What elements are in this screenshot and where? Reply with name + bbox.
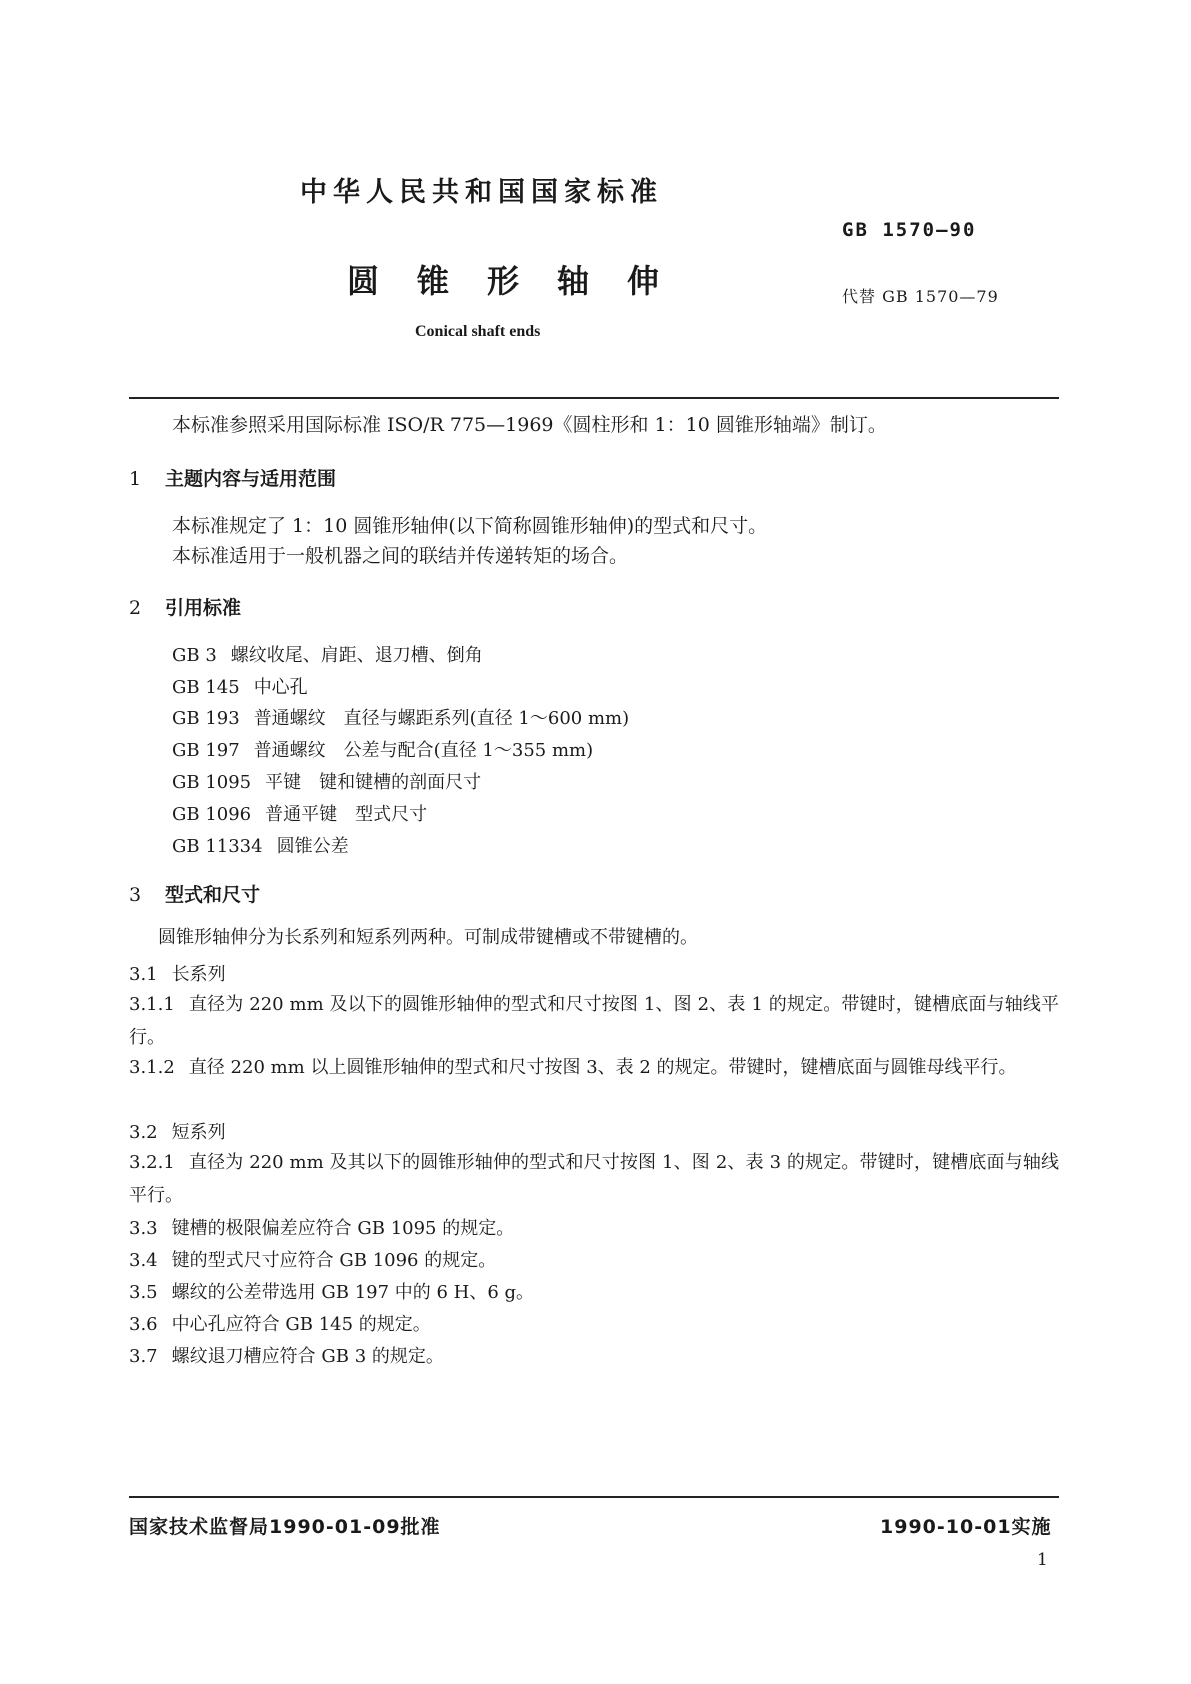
header-divider (129, 397, 1059, 399)
clause-number: 3.1.1 (129, 994, 175, 1015)
clause-3-4 (129, 1246, 496, 1272)
clause-number: 3.4 (129, 1250, 158, 1271)
reference-item (172, 768, 481, 794)
section-1-paragraph: 本标准规定了 1：10 圆锥形轴伸(以下简称圆锥形轴伸)的型式和尺寸。 (172, 515, 768, 537)
section-number: 3 (129, 884, 142, 906)
section-1-paragraph: 本标准适用于一般机器之间的联结并传递转矩的场合。 (172, 545, 629, 567)
clause-number: 3.3 (129, 1218, 158, 1239)
reference-item (172, 704, 629, 730)
approval-line: 国家技术监督局1990-01-09批准 (129, 1516, 441, 1538)
reference-code: GB 193 (172, 708, 240, 729)
section-3-heading (129, 880, 260, 907)
reference-title: 普通螺纹 公差与配合(直径 1～355 mm) (253, 740, 594, 761)
reference-title: 平键 键和键槽的剖面尺寸 (265, 772, 482, 793)
clause-3-2 (129, 1118, 226, 1144)
reference-title: 螺纹收尾、肩距、退刀槽、倒角 (230, 645, 483, 666)
national-title: 中华人民共和国国家标准 (300, 177, 663, 208)
section-number: 2 (129, 597, 142, 619)
clause-text: 直径为 220 mm 及其以下的圆锥形轴伸的型式和尺寸按图 1、图 2、表 3 的规定。带键时，键槽底面与轴线平行。 (129, 1152, 1059, 1206)
effective-date: 1990-10-01实施 (880, 1516, 1052, 1538)
section-number: 1 (129, 468, 142, 490)
page-number: 1 (1037, 1550, 1048, 1570)
footer-divider (129, 1496, 1059, 1498)
clause-text: 直径 220 mm 以上圆锥形轴伸的型式和尺寸按图 3、表 2 的规定。带键时，键槽底面与圆锥母线平行。 (188, 1057, 1017, 1078)
clause-3-5 (129, 1278, 534, 1304)
reference-item (172, 673, 308, 699)
clause-text: 中心孔应符合 GB 145 的规定。 (171, 1314, 431, 1335)
clause-number: 3.2 (129, 1122, 158, 1143)
clause-3-1-1 (129, 988, 1059, 1054)
clause-3-1 (129, 960, 226, 986)
clause-3-3 (129, 1214, 514, 1240)
reference-title: 普通螺纹 直径与螺距系列(直径 1～600 mm) (253, 708, 630, 729)
clause-text: 短系列 (171, 1122, 226, 1143)
clause-3-6 (129, 1310, 431, 1336)
reference-item (172, 641, 483, 667)
reference-code: GB 145 (172, 677, 240, 698)
section-1-heading (129, 464, 336, 491)
page-title: 圆锥形轴伸 (347, 262, 698, 300)
reference-code: GB 1096 (172, 804, 252, 825)
clause-number: 3.7 (129, 1346, 158, 1367)
english-title: Conical shaft ends (415, 323, 541, 340)
clause-text: 键槽的极限偏差应符合 GB 1095 的规定。 (171, 1218, 515, 1239)
reference-code: GB 1095 (172, 772, 252, 793)
clause-text: 键的型式尺寸应符合 GB 1096 的规定。 (171, 1250, 497, 1271)
reference-title: 圆锥公差 (276, 836, 349, 857)
reference-title: 普通平键 型式尺寸 (265, 804, 428, 825)
intro-paragraph: 本标准参照采用国际标准 ISO/R 775—1969《圆柱形和 1：10 圆锥形轴端》制订。 (172, 414, 887, 436)
clause-number: 3.2.1 (129, 1152, 175, 1173)
clause-3-7 (129, 1342, 444, 1368)
clause-3-1-2 (129, 1051, 1059, 1084)
section-title: 引用标准 (165, 597, 242, 619)
clause-text: 螺纹的公差带选用 GB 197 中的 6 H、6 g。 (171, 1282, 535, 1303)
standard-number: GB 1570—90 (842, 219, 977, 241)
clause-text: 长系列 (171, 964, 226, 985)
reference-code: GB 3 (172, 645, 217, 666)
section-title: 型式和尺寸 (165, 884, 261, 906)
reference-item (172, 800, 427, 826)
clause-number: 3.5 (129, 1282, 158, 1303)
section-2-heading (129, 593, 241, 620)
clause-number: 3.1.2 (129, 1057, 175, 1078)
clause-3-2-1 (129, 1146, 1059, 1212)
replaces-standard: 代替 GB 1570—79 (842, 287, 999, 306)
reference-title: 中心孔 (253, 677, 308, 698)
section-title: 主题内容与适用范围 (165, 468, 337, 490)
reference-code: GB 11334 (172, 836, 263, 857)
section-3-intro: 圆锥形轴伸分为长系列和短系列两种。可制成带键槽或不带键槽的。 (158, 927, 698, 948)
clause-number: 3.6 (129, 1314, 158, 1335)
clause-text: 直径为 220 mm 及以下的圆锥形轴伸的型式和尺寸按图 1、图 2、表 1 的规定。带键时，键槽底面与轴线平行。 (129, 994, 1059, 1048)
clause-number: 3.1 (129, 964, 158, 985)
reference-item (172, 736, 593, 762)
reference-code: GB 197 (172, 740, 240, 761)
reference-item (172, 832, 349, 858)
clause-text: 螺纹退刀槽应符合 GB 3 的规定。 (171, 1346, 444, 1367)
